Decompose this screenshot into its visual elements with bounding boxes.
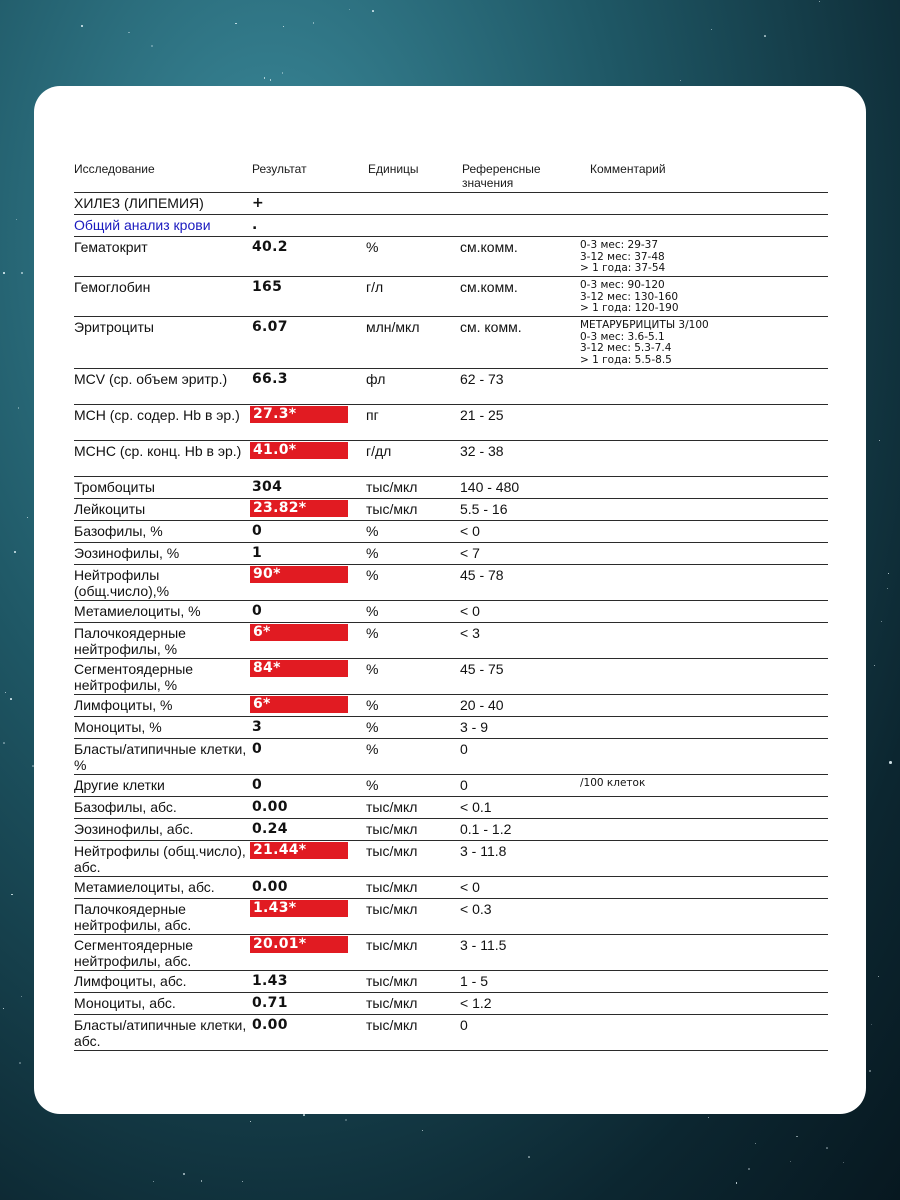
result-unit: г/л xyxy=(366,279,384,295)
lab-results-card xyxy=(34,86,866,1114)
table-row xyxy=(74,876,828,899)
result-unit: % xyxy=(366,777,379,793)
abnormal-result-badge: 23.82* xyxy=(250,500,348,517)
reference-range: < 0 xyxy=(460,879,480,895)
result-value: 0.00 xyxy=(252,1017,288,1033)
result-unit: тыс/мкл xyxy=(366,501,418,517)
reference-range: < 0 xyxy=(460,523,480,539)
abnormal-result-badge: 6* xyxy=(250,696,348,713)
star xyxy=(19,1062,21,1064)
result-value: 0.00 xyxy=(252,879,288,895)
table-row xyxy=(74,276,828,317)
result-value: 6.07 xyxy=(252,319,288,335)
star xyxy=(528,1156,530,1158)
star xyxy=(282,72,283,73)
result-value: 304 xyxy=(252,479,283,495)
comment-line: > 1 года: 5.5-8.5 xyxy=(580,353,672,366)
star xyxy=(153,1181,154,1182)
abnormal-result-badge: 6* xyxy=(250,624,348,641)
header-reference: Референсные значения xyxy=(462,162,541,190)
star xyxy=(270,79,271,80)
abnormal-result-badge: 84* xyxy=(250,660,348,677)
reference-range: < 0.3 xyxy=(460,901,492,917)
result-value: . xyxy=(252,217,258,233)
star xyxy=(843,1162,844,1163)
table-row xyxy=(74,738,828,775)
reference-range: 3 - 11.5 xyxy=(460,937,507,953)
star xyxy=(345,1119,347,1121)
table-row xyxy=(74,796,828,819)
result-value: 0 xyxy=(252,603,263,619)
reference-range: 0.1 - 1.2 xyxy=(460,821,512,837)
star xyxy=(881,621,882,622)
result-unit: % xyxy=(366,523,379,539)
star xyxy=(3,1008,4,1009)
star xyxy=(27,517,28,518)
star xyxy=(264,77,266,79)
result-unit: тыс/мкл xyxy=(366,1017,418,1033)
result-value: 0 xyxy=(252,777,263,793)
star xyxy=(871,1024,872,1025)
star xyxy=(14,551,16,553)
test-name: Палочкоядерные нейтрофилы, % xyxy=(74,625,186,657)
star xyxy=(3,272,5,274)
header-result: Результат xyxy=(252,162,307,176)
star xyxy=(826,1147,828,1149)
reference-range: 45 - 78 xyxy=(460,567,504,583)
result-unit: млн/мкл xyxy=(366,319,420,335)
test-name: Моноциты, абс. xyxy=(74,995,176,1011)
result-unit: г/дл xyxy=(366,443,392,459)
star xyxy=(313,22,315,24)
result-unit: тыс/мкл xyxy=(366,879,418,895)
abnormal-result-badge: 20.01* xyxy=(250,936,348,953)
test-name: Эозинофилы, % xyxy=(74,545,180,561)
comment-line: > 1 года: 37-54 xyxy=(580,262,666,274)
star xyxy=(422,1130,423,1131)
reference-range: 0 xyxy=(460,777,468,793)
test-name: MCV (ср. объем эритр.) xyxy=(74,371,228,387)
table-row xyxy=(74,818,828,841)
test-name: Сегментоядерные нейтрофилы, абс. xyxy=(74,937,194,969)
star xyxy=(183,1173,185,1175)
table-row xyxy=(74,476,828,499)
table-row xyxy=(74,694,828,717)
star xyxy=(5,692,6,693)
test-name: Метамиелоциты, % xyxy=(74,603,201,619)
test-name: MCH (ср. содер. Hb в эр.) xyxy=(74,407,240,423)
result-unit: % xyxy=(366,567,379,583)
result-unit: тыс/мкл xyxy=(366,479,418,495)
abnormal-result-badge: 1.43* xyxy=(250,900,348,917)
test-name: Метамиелоциты, абс. xyxy=(74,879,215,895)
table-row xyxy=(74,622,828,659)
reference-range: 21 - 25 xyxy=(460,407,504,423)
result-value: 1.43 xyxy=(252,973,288,989)
result-unit: тыс/мкл xyxy=(366,901,418,917)
star xyxy=(869,1070,871,1072)
reference-range: 1 - 5 xyxy=(460,973,489,989)
reference-range: см.комм. xyxy=(460,239,518,255)
reference-range: 32 - 38 xyxy=(460,443,504,459)
table-row xyxy=(74,992,828,1015)
star xyxy=(151,45,153,47)
table-row xyxy=(74,440,828,477)
result-value: 66.3 xyxy=(252,371,288,387)
comment xyxy=(580,778,645,790)
abnormal-result-badge: 41.0* xyxy=(250,442,348,459)
star xyxy=(235,23,237,25)
test-name: Лимфоциты, % xyxy=(74,697,173,713)
star xyxy=(887,588,888,589)
test-name: Сегментоядерные нейтрофилы, % xyxy=(74,661,194,693)
result-unit: тыс/мкл xyxy=(366,821,418,837)
star xyxy=(790,1161,791,1162)
star xyxy=(3,742,5,744)
comment-line: /100 клеток xyxy=(580,777,646,789)
star xyxy=(878,976,879,977)
table-row xyxy=(74,404,828,441)
abnormal-result-badge: 27.3* xyxy=(250,406,348,423)
star xyxy=(18,407,19,408)
reference-range: 20 - 40 xyxy=(460,697,504,713)
comment xyxy=(580,280,679,315)
result-value: 3 xyxy=(252,719,263,735)
test-name: Общий анализ крови xyxy=(74,217,211,233)
result-unit: фл xyxy=(366,371,386,387)
comment-line: МЕТАРУБРИЦИТЫ 3/100 xyxy=(580,319,709,331)
test-name: Базофилы, абс. xyxy=(74,799,177,815)
header-test: Исследование xyxy=(74,162,155,176)
result-value: 40.2 xyxy=(252,239,288,255)
result-value: 0 xyxy=(252,523,263,539)
reference-range: 45 - 75 xyxy=(460,661,504,677)
star xyxy=(283,26,285,28)
result-value: + xyxy=(252,195,265,211)
reference-range: < 1.2 xyxy=(460,995,492,1011)
result-unit: тыс/мкл xyxy=(366,995,418,1011)
star xyxy=(21,272,23,274)
star xyxy=(680,80,682,82)
star xyxy=(736,1182,737,1183)
star xyxy=(201,1180,203,1182)
table-row xyxy=(74,236,828,277)
test-name: Другие клетки xyxy=(74,777,165,793)
result-unit: % xyxy=(366,239,379,255)
star xyxy=(879,440,880,441)
star xyxy=(303,1114,305,1116)
abnormal-result-badge: 21.44* xyxy=(250,842,348,859)
comment-line: 3-12 мес: 5.3-7.4 xyxy=(580,342,672,354)
test-name: Бласты/атипичные клетки, % xyxy=(74,741,247,773)
result-unit: % xyxy=(366,625,379,641)
test-name: Тромбоциты xyxy=(74,479,155,495)
result-value: 0.71 xyxy=(252,995,288,1011)
test-name: MCHC (ср. конц. Hb в эр.) xyxy=(74,443,242,459)
result-unit: тыс/мкл xyxy=(366,937,418,953)
table-row xyxy=(74,564,828,601)
abnormal-result-badge: 90* xyxy=(250,566,348,583)
result-value: 0 xyxy=(252,741,263,757)
result-unit: % xyxy=(366,741,379,757)
star xyxy=(819,1,820,2)
table-row xyxy=(74,214,828,237)
test-name: Моноциты, % xyxy=(74,719,162,735)
test-name: Лимфоциты, абс. xyxy=(74,973,187,989)
test-name: Гематокрит xyxy=(74,239,148,255)
result-unit: тыс/мкл xyxy=(366,973,418,989)
reference-range: 0 xyxy=(460,1017,468,1033)
table-row xyxy=(74,898,828,935)
table-row xyxy=(74,498,828,521)
star xyxy=(81,25,83,27)
star xyxy=(748,1168,750,1170)
comment-line: 0-3 мес: 3.6-5.1 xyxy=(580,330,665,343)
comment xyxy=(580,240,665,275)
reference-range: < 0.1 xyxy=(460,799,492,815)
star xyxy=(711,29,712,30)
reference-range: < 0 xyxy=(460,603,480,619)
reference-range: 5.5 - 16 xyxy=(460,501,508,517)
star xyxy=(128,32,130,34)
table-row xyxy=(74,658,828,695)
result-value: 165 xyxy=(252,279,283,295)
result-value: 0.24 xyxy=(252,821,288,837)
reference-range: 0 xyxy=(460,741,468,757)
table-row xyxy=(74,774,828,797)
reference-range: см. комм. xyxy=(460,319,522,335)
table-row xyxy=(74,520,828,543)
header-units: Единицы xyxy=(368,162,419,176)
test-name: Эозинофилы, абс. xyxy=(74,821,194,837)
result-unit: тыс/мкл xyxy=(366,843,418,859)
comment-line: 0-3 мес: 29-37 xyxy=(580,239,659,251)
reference-range: 62 - 73 xyxy=(460,371,504,387)
table-row xyxy=(74,368,828,405)
comment-line: 3-12 мес: 37-48 xyxy=(580,250,665,263)
star xyxy=(250,1121,251,1122)
test-name: Эритроциты xyxy=(74,319,154,335)
reference-range: 140 - 480 xyxy=(460,479,520,495)
table-row xyxy=(74,970,828,993)
header-divider xyxy=(74,178,828,193)
result-unit: % xyxy=(366,697,379,713)
header-comment: Комментарий xyxy=(590,162,666,176)
comment xyxy=(580,320,709,366)
table-row xyxy=(74,542,828,565)
comment-line: 0-3 мес: 90-120 xyxy=(580,279,665,291)
result-unit: % xyxy=(366,545,379,561)
star xyxy=(764,35,766,37)
star xyxy=(16,219,17,220)
test-name: Нейтрофилы (общ.число),% xyxy=(74,567,170,599)
reference-range: см.комм. xyxy=(460,279,518,295)
test-name: Бласты/атипичные клетки, абс. xyxy=(74,1017,247,1049)
reference-range: < 3 xyxy=(460,625,480,641)
test-name: Базофилы, % xyxy=(74,523,163,539)
result-unit: тыс/мкл xyxy=(366,799,418,815)
star xyxy=(21,996,23,998)
reference-range: 3 - 9 xyxy=(460,719,489,735)
comment-line: > 1 года: 120-190 xyxy=(580,302,679,314)
star xyxy=(11,894,12,895)
test-name: Нейтрофилы (общ.число), абс. xyxy=(74,843,246,875)
star xyxy=(796,1136,798,1138)
test-name: Гемоглобин xyxy=(74,279,151,295)
star xyxy=(708,1117,709,1118)
star xyxy=(10,698,12,700)
reference-range: < 7 xyxy=(460,545,480,561)
reference-range: 3 - 11.8 xyxy=(460,843,507,859)
test-name: Палочкоядерные нейтрофилы, абс. xyxy=(74,901,192,933)
table-row xyxy=(74,316,828,369)
result-unit: пг xyxy=(366,407,379,423)
table-row xyxy=(74,1014,828,1051)
test-name: ХИЛЕЗ (ЛИПЕМИЯ) xyxy=(74,195,204,211)
table-row xyxy=(74,716,828,739)
star xyxy=(888,573,889,574)
table-row xyxy=(74,192,828,215)
table-row xyxy=(74,934,828,971)
result-value: 1 xyxy=(252,545,263,561)
comment-line: 3-12 мес: 130-160 xyxy=(580,290,679,303)
result-unit: % xyxy=(366,719,379,735)
table-row xyxy=(74,840,828,877)
star xyxy=(349,9,351,11)
test-name: Лейкоциты xyxy=(74,501,146,517)
star xyxy=(889,761,892,764)
star xyxy=(755,1143,757,1145)
star xyxy=(242,1181,243,1182)
star xyxy=(372,10,374,12)
star xyxy=(874,665,875,666)
result-unit: % xyxy=(366,603,379,619)
table-row xyxy=(74,600,828,623)
result-unit: % xyxy=(366,661,379,677)
result-value: 0.00 xyxy=(252,799,288,815)
